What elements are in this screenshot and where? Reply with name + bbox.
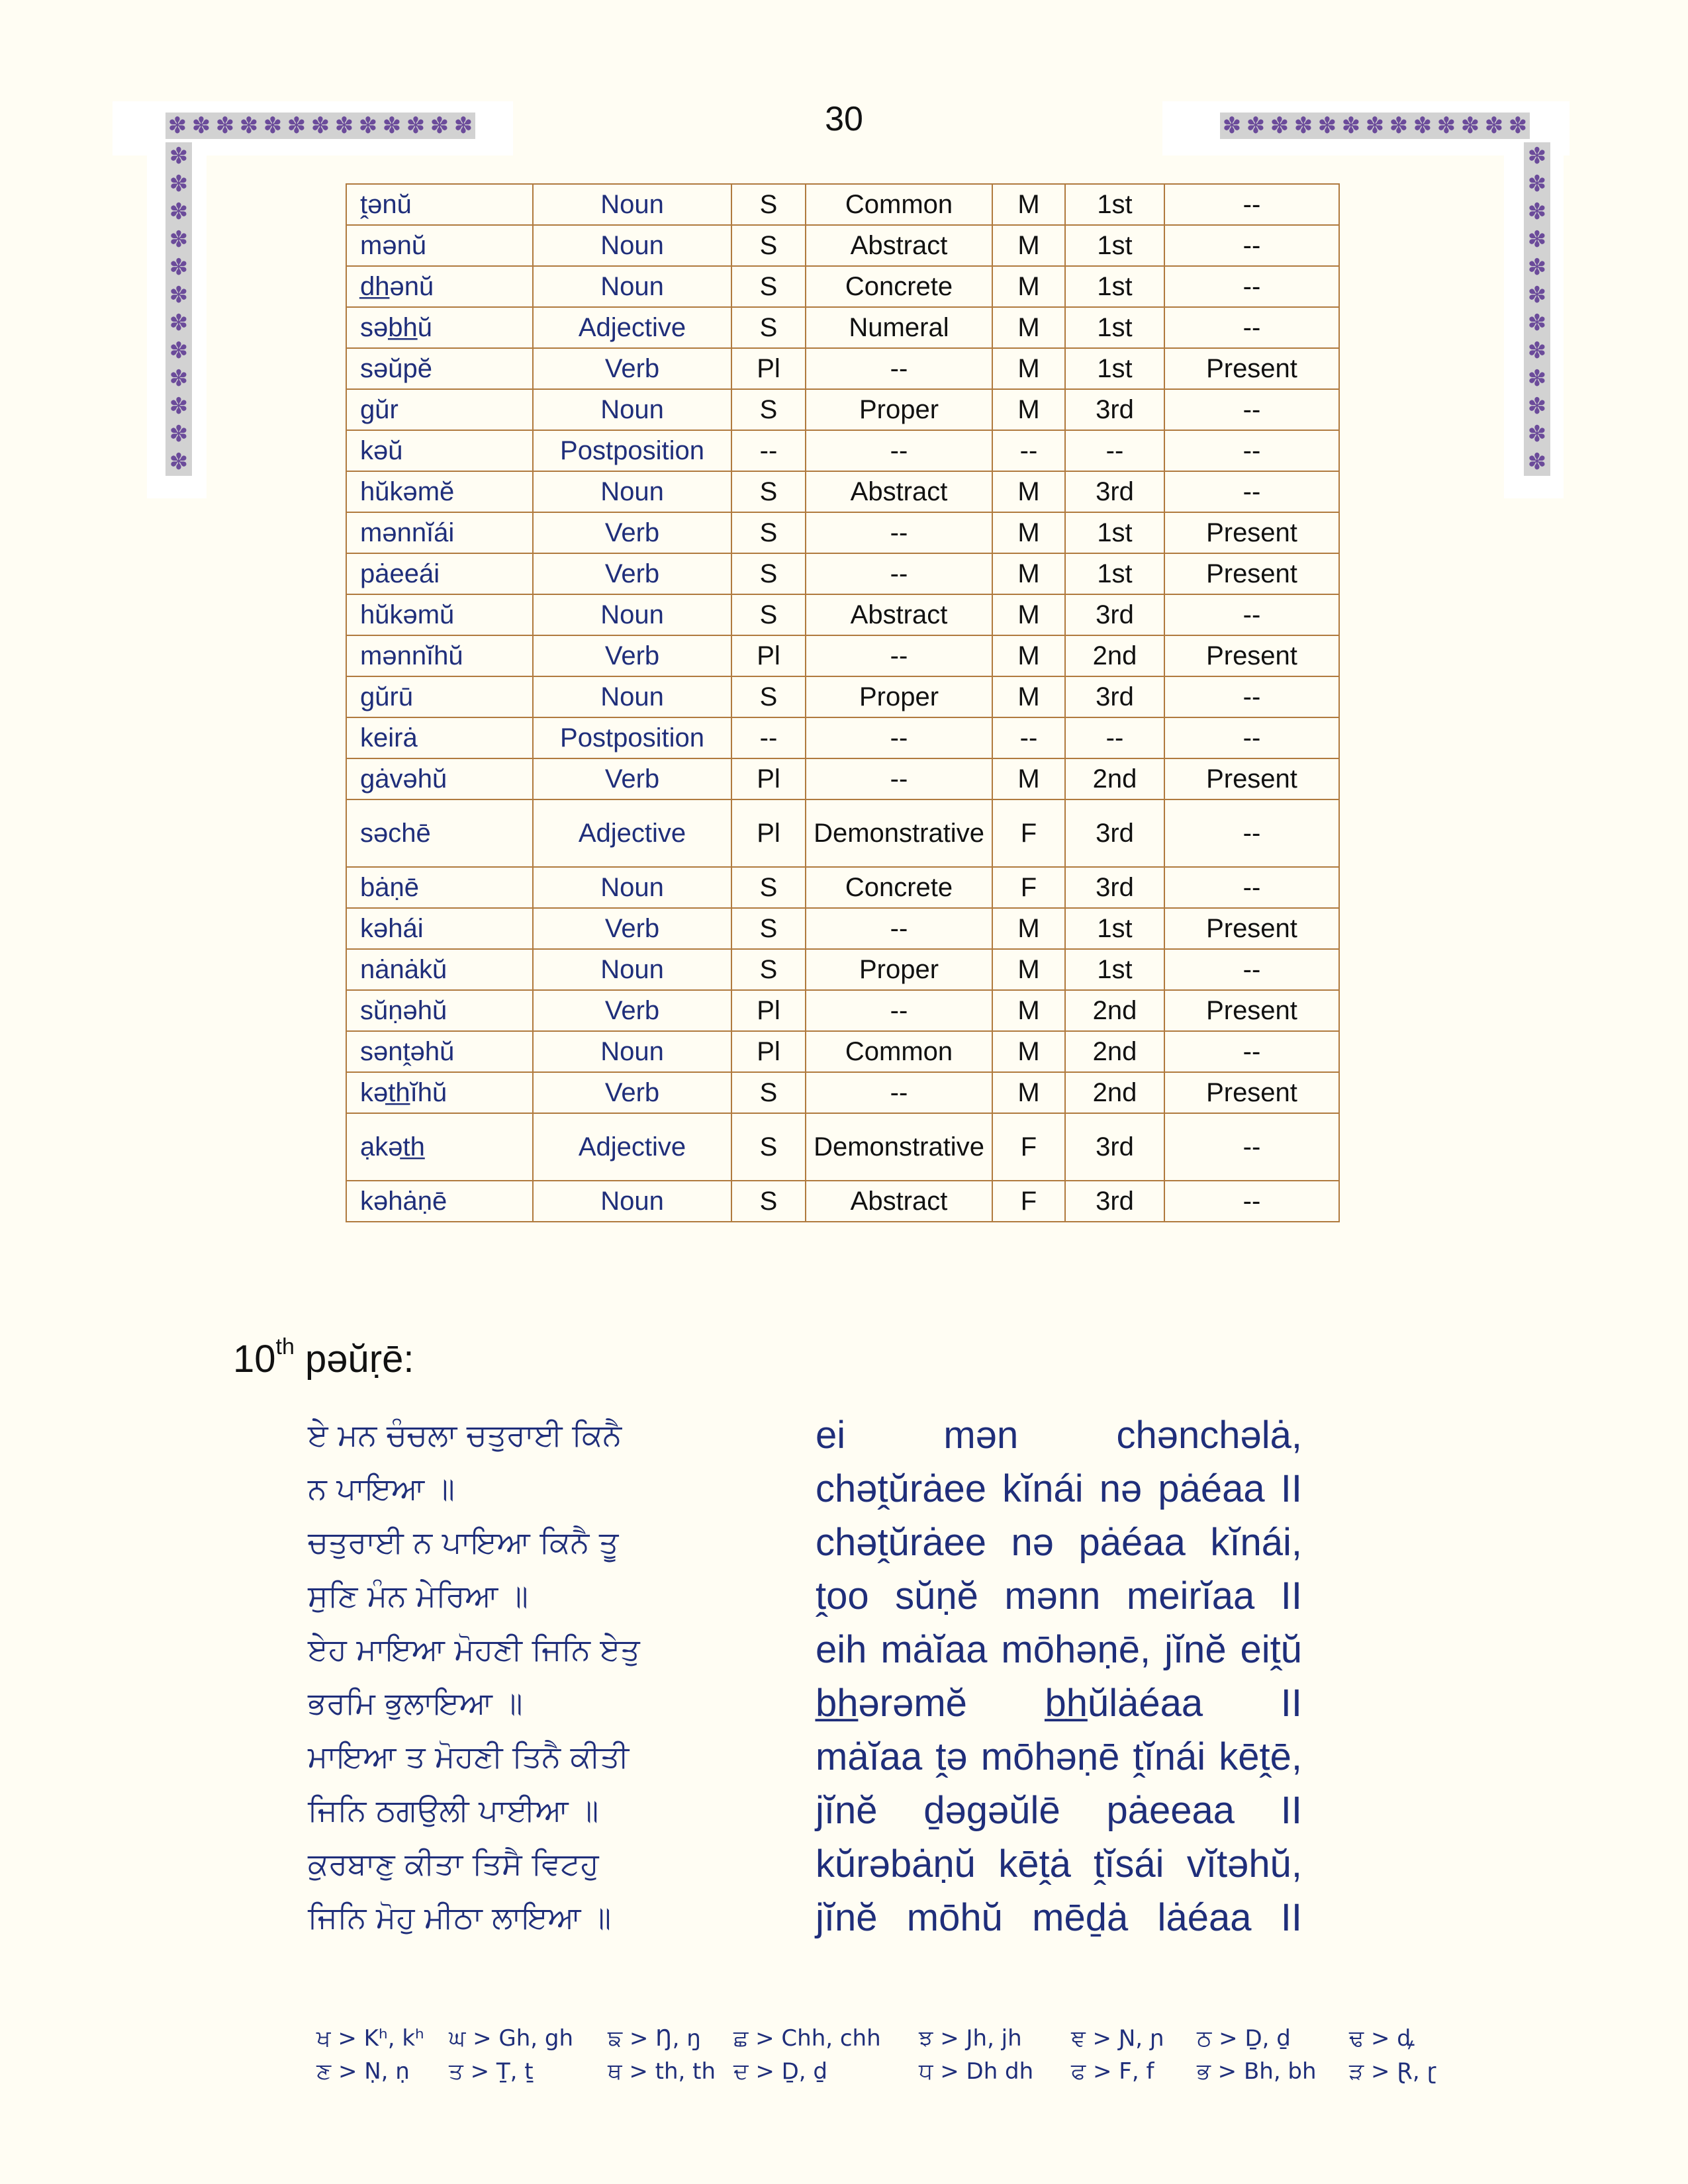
person-cell: 2nd (1065, 1031, 1164, 1072)
section-number: 10 (233, 1338, 276, 1381)
person-cell: 3rd (1065, 389, 1164, 430)
flower-icon: ✽ (1527, 421, 1547, 447)
word-cell: mənnĭhŭ (346, 635, 533, 676)
flower-icon: ✽ (358, 113, 378, 139)
part-of-speech-cell: Verb (533, 990, 731, 1031)
person-cell: 2nd (1065, 635, 1164, 676)
type-cell: -- (806, 635, 992, 676)
type-cell: Common (806, 1031, 992, 1072)
gender-cell: M (992, 225, 1065, 266)
type-cell: Abstract (806, 225, 992, 266)
table-row (346, 430, 1339, 471)
flower-icon: ✽ (169, 171, 189, 197)
flower-icon: ✽ (1341, 113, 1361, 139)
type-cell: Abstract (806, 1181, 992, 1222)
part-of-speech-cell: Noun (533, 184, 731, 225)
number-cell: Pl (731, 348, 806, 389)
flower-icon: ✽ (1527, 393, 1547, 420)
part-of-speech-cell: Noun (533, 949, 731, 990)
number-cell: S (731, 867, 806, 908)
gender-cell: -- (992, 717, 1065, 758)
gender-cell: M (992, 471, 1065, 512)
transliteration-line: chəṱŭrȧee nə pȧéaa kĭnái, (816, 1521, 1302, 1564)
table-row (346, 266, 1339, 307)
transliteration-verse (816, 1408, 1302, 1944)
table-row (346, 594, 1339, 635)
table-row (346, 990, 1339, 1031)
type-cell: Demonstrative (806, 799, 992, 867)
gender-cell: M (992, 635, 1065, 676)
person-cell: 3rd (1065, 676, 1164, 717)
tense-cell: Present (1164, 990, 1339, 1031)
type-cell: Numeral (806, 307, 992, 348)
part-of-speech-cell: Adjective (533, 307, 731, 348)
number-cell: Pl (731, 1031, 806, 1072)
type-cell: -- (806, 990, 992, 1031)
flower-icon: ✽ (1293, 113, 1313, 139)
tense-cell: -- (1164, 266, 1339, 307)
flower-icon: ✽ (1527, 338, 1547, 364)
table-row (346, 867, 1339, 908)
tense-cell: -- (1164, 225, 1339, 266)
gurmukhi-line: ਜਿਨਿ ਠਗਉਲੀ ਪਾਈਆ ॥ (308, 1792, 599, 1828)
flower-icon: ✽ (169, 365, 189, 392)
part-of-speech-cell: Noun (533, 1031, 731, 1072)
tense-cell: -- (1164, 430, 1339, 471)
number-cell: S (731, 512, 806, 553)
type-cell: -- (806, 908, 992, 949)
number-cell: S (731, 389, 806, 430)
gender-cell: F (992, 867, 1065, 908)
legend-entry: ਣ > Ṇ, ṇ (316, 2058, 410, 2085)
tense-cell: Present (1164, 908, 1339, 949)
word-cell: bȧṇē (346, 867, 533, 908)
tense-cell: Present (1164, 512, 1339, 553)
part-of-speech-cell: Postposition (533, 717, 731, 758)
left-ornament (165, 142, 192, 476)
number-cell: S (731, 908, 806, 949)
gender-cell: -- (992, 430, 1065, 471)
type-cell: -- (806, 758, 992, 799)
flower-icon: ✽ (215, 113, 235, 139)
part-of-speech-cell: Verb (533, 908, 731, 949)
part-of-speech-cell: Noun (533, 389, 731, 430)
person-cell: 3rd (1065, 1181, 1164, 1222)
gender-cell: M (992, 908, 1065, 949)
transliteration-line: jĭnĕ mōhŭ mēḏȧ lȧéaa II (816, 1896, 1302, 1939)
legend-entry: ਫ > F, f (1071, 2058, 1154, 2085)
flower-icon: ✽ (1527, 171, 1547, 197)
flower-icon: ✽ (1527, 254, 1547, 281)
gender-cell: M (992, 1031, 1065, 1072)
tense-cell: Present (1164, 553, 1339, 594)
flower-icon: ✽ (1484, 113, 1504, 139)
number-cell: -- (731, 430, 806, 471)
word-cell: kəŭ (346, 430, 533, 471)
flower-icon: ✽ (334, 113, 354, 139)
transliteration-line: eih mȧĭaa mōhəṇē, jĭnĕ eiṱŭ (816, 1628, 1302, 1671)
legend-entry: ਝ > Jh, jh (919, 2025, 1022, 2052)
person-cell: 1st (1065, 307, 1164, 348)
right-ornament (1524, 142, 1550, 476)
legend-entry: ਘ > Gh, gh (449, 2025, 574, 2052)
flower-icon: ✽ (1436, 113, 1456, 139)
gender-cell: M (992, 1072, 1065, 1113)
type-cell: Proper (806, 949, 992, 990)
gurmukhi-line: ਏਹ ਮਾਇਆ ਮੋਹਣੀ ਜਿਨਿ ਏਤੁ (308, 1631, 640, 1667)
flower-icon: ✽ (1527, 143, 1547, 169)
word-cell: pȧeeái (346, 553, 533, 594)
person-cell: 1st (1065, 266, 1164, 307)
legend-entry: ਠ > Ḏ, ḏ (1197, 2025, 1291, 2052)
number-cell: Pl (731, 799, 806, 867)
gurmukhi-line: ਏ ਮਨ ਚੰਚਲਾ ਚਤੁਰਾਈ ਕਿਨੈ (308, 1417, 622, 1453)
flower-icon: ✽ (1460, 113, 1480, 139)
flower-icon: ✽ (1413, 113, 1432, 139)
type-cell: Concrete (806, 867, 992, 908)
flower-icon: ✽ (169, 226, 189, 253)
word-cell: keirȧ (346, 717, 533, 758)
section-suffix: th (275, 1334, 295, 1359)
legend-entry: ਙ > Ŋ, ŋ (608, 2025, 701, 2052)
legend-row-1 (316, 2022, 1455, 2055)
number-cell: S (731, 1113, 806, 1181)
person-cell: 1st (1065, 949, 1164, 990)
table-row (346, 553, 1339, 594)
table-row (346, 225, 1339, 266)
word-cell: kət̲h̲ĭhŭ (346, 1072, 533, 1113)
word-cell: hŭkəmŭ (346, 594, 533, 635)
type-cell: Abstract (806, 471, 992, 512)
number-cell: S (731, 1181, 806, 1222)
table-row (346, 348, 1339, 389)
person-cell: 1st (1065, 553, 1164, 594)
gurmukhi-line: ਚਤੁਰਾਈ ਨ ਪਾਇਆ ਕਿਨੈ ਤੂ (308, 1524, 619, 1560)
gender-cell: M (992, 389, 1065, 430)
transliteration-line: chəṱŭrȧee kĭnái nə pȧéaa II (816, 1467, 1302, 1510)
person-cell: 1st (1065, 908, 1164, 949)
gurmukhi-verse (308, 1408, 692, 1944)
type-cell: -- (806, 1072, 992, 1113)
flower-icon: ✽ (1270, 113, 1289, 139)
person-cell: 3rd (1065, 799, 1164, 867)
part-of-speech-cell: Noun (533, 225, 731, 266)
word-cell: sənṱəhŭ (346, 1031, 533, 1072)
number-cell: S (731, 307, 806, 348)
tense-cell: -- (1164, 307, 1339, 348)
gender-cell: M (992, 307, 1065, 348)
part-of-speech-cell: Verb (533, 758, 731, 799)
gender-cell: F (992, 1113, 1065, 1181)
number-cell: S (731, 949, 806, 990)
flower-icon: ✽ (1317, 113, 1337, 139)
type-cell: Proper (806, 389, 992, 430)
flower-icon: ✽ (169, 143, 189, 169)
legend-entry: ਭ > Bh, bh (1197, 2058, 1317, 2085)
top-right-ornament (1220, 113, 1530, 139)
tense-cell: -- (1164, 1031, 1339, 1072)
table-row (346, 471, 1339, 512)
top-left-ornament (165, 113, 475, 139)
tense-cell: Present (1164, 635, 1339, 676)
tense-cell: -- (1164, 471, 1339, 512)
gender-cell: M (992, 758, 1065, 799)
gurmukhi-line: ਜਿਨਿ ਮੋਹੁ ਮੀਠਾ ਲਾਇਆ ॥ (308, 1899, 612, 1935)
number-cell: S (731, 676, 806, 717)
gurmukhi-line: ਨ ਪਾਇਆ ॥ (308, 1471, 455, 1506)
part-of-speech-cell: Verb (533, 635, 731, 676)
tense-cell: -- (1164, 949, 1339, 990)
person-cell: -- (1065, 717, 1164, 758)
person-cell: 3rd (1065, 1113, 1164, 1181)
gurmukhi-line: ਸੁਣਿ ਮੰਨ ਮੇਰਿਆ ॥ (308, 1578, 528, 1614)
legend-entry: ੜ > Ɽ, ɽ (1349, 2058, 1436, 2085)
word-cell: mənnĭái (346, 512, 533, 553)
gender-cell: M (992, 553, 1065, 594)
flower-icon: ✽ (1527, 226, 1547, 253)
part-of-speech-cell: Noun (533, 471, 731, 512)
number-cell: S (731, 266, 806, 307)
person-cell: 1st (1065, 512, 1164, 553)
type-cell: -- (806, 717, 992, 758)
table-row (346, 307, 1339, 348)
gender-cell: M (992, 184, 1065, 225)
legend-entry: ਖ > Kʰ, kʰ (316, 2025, 424, 2052)
person-cell: 2nd (1065, 758, 1164, 799)
person-cell: -- (1065, 430, 1164, 471)
flower-icon: ✽ (169, 310, 189, 336)
gender-cell: M (992, 512, 1065, 553)
gender-cell: F (992, 799, 1065, 867)
gender-cell: M (992, 594, 1065, 635)
gender-cell: M (992, 348, 1065, 389)
table-row (346, 908, 1339, 949)
table-row (346, 1181, 1339, 1222)
table-row (346, 717, 1339, 758)
tense-cell: -- (1164, 184, 1339, 225)
flower-icon: ✽ (406, 113, 426, 139)
type-cell: -- (806, 430, 992, 471)
word-cell: ṱənŭ (346, 184, 533, 225)
flower-icon: ✽ (453, 113, 473, 139)
legend-entry: ਥ > th, th (608, 2058, 716, 2085)
type-cell: -- (806, 512, 992, 553)
gender-cell: M (992, 949, 1065, 990)
part-of-speech-cell: Verb (533, 1072, 731, 1113)
tense-cell: -- (1164, 676, 1339, 717)
tense-cell: -- (1164, 867, 1339, 908)
transliteration-line: ṱoo sŭṇĕ mənn meirĭaa II (816, 1574, 1302, 1617)
legend-entry: ਧ > Dh dh (919, 2058, 1034, 2085)
type-cell: Concrete (806, 266, 992, 307)
word-cell: mənŭ (346, 225, 533, 266)
word-cell: gŭr (346, 389, 533, 430)
gurmukhi-line: ਕੁਰਬਾਣੁ ਕੀਤਾ ਤਿਸੈ ਵਿਟਹੁ (308, 1846, 599, 1882)
person-cell: 2nd (1065, 990, 1164, 1031)
table-row (346, 676, 1339, 717)
flower-icon: ✽ (169, 282, 189, 308)
flower-icon: ✽ (169, 338, 189, 364)
word-cell: səchē (346, 799, 533, 867)
section-title: pəŭṛē: (305, 1338, 414, 1381)
flower-icon: ✽ (382, 113, 402, 139)
legend-entry: ਞ > Ɲ, ɲ (1071, 2025, 1164, 2052)
part-of-speech-cell: Verb (533, 553, 731, 594)
number-cell: S (731, 594, 806, 635)
person-cell: 2nd (1065, 1072, 1164, 1113)
page-number: 30 (825, 100, 863, 138)
number-cell: Pl (731, 635, 806, 676)
number-cell: S (731, 1072, 806, 1113)
part-of-speech-cell: Noun (533, 1181, 731, 1222)
word-cell: hŭkəmĕ (346, 471, 533, 512)
table-row (346, 758, 1339, 799)
tense-cell: Present (1164, 758, 1339, 799)
flower-icon: ✽ (169, 199, 189, 225)
table-row (346, 1072, 1339, 1113)
table-row (346, 949, 1339, 990)
flower-icon: ✽ (1527, 365, 1547, 392)
number-cell: S (731, 225, 806, 266)
gender-cell: M (992, 266, 1065, 307)
table-row (346, 512, 1339, 553)
word-cell: kəhái (346, 908, 533, 949)
part-of-speech-cell: Adjective (533, 799, 731, 867)
word-cell: ạkət̲h̲ (346, 1113, 533, 1181)
table-row (346, 1113, 1339, 1181)
flower-icon: ✽ (169, 421, 189, 447)
gender-cell: M (992, 990, 1065, 1031)
tense-cell: Present (1164, 1072, 1339, 1113)
flower-icon: ✽ (1246, 113, 1266, 139)
table-row (346, 635, 1339, 676)
flower-icon: ✽ (1527, 282, 1547, 308)
person-cell: 1st (1065, 225, 1164, 266)
flower-icon: ✽ (169, 254, 189, 281)
number-cell: Pl (731, 758, 806, 799)
part-of-speech-cell: Postposition (533, 430, 731, 471)
tense-cell: -- (1164, 799, 1339, 867)
person-cell: 3rd (1065, 867, 1164, 908)
gender-cell: M (992, 676, 1065, 717)
word-cell: d̲h̲ənŭ (346, 266, 533, 307)
gurmukhi-line: ਮਾਇਆ ਤ ਮੋਹਣੀ ਤਿਨੈ ਕੀਤੀ (308, 1739, 630, 1774)
tense-cell: -- (1164, 1113, 1339, 1181)
part-of-speech-cell: Verb (533, 512, 731, 553)
flower-icon: ✽ (263, 113, 283, 139)
flower-icon: ✽ (310, 113, 330, 139)
word-cell: səŭpĕ (346, 348, 533, 389)
flower-icon: ✽ (430, 113, 449, 139)
legend-entry: ਦ > Ḏ, ḏ (733, 2058, 827, 2085)
flower-icon: ✽ (1527, 449, 1547, 475)
word-cell: gȧvəhŭ (346, 758, 533, 799)
table-row (346, 1031, 1339, 1072)
tense-cell: Present (1164, 348, 1339, 389)
flower-icon: ✽ (1527, 310, 1547, 336)
section-heading (233, 1334, 414, 1381)
flower-icon: ✽ (169, 393, 189, 420)
flower-icon: ✽ (1365, 113, 1385, 139)
type-cell: Common (806, 184, 992, 225)
word-cell: kəhȧṇē (346, 1181, 533, 1222)
word-analysis-table (346, 183, 1340, 1222)
transliteration-legend (316, 2022, 1455, 2088)
transliteration-line: jĭnĕ ḏəgəŭlē pȧeeaa II (816, 1789, 1302, 1832)
type-cell: Proper (806, 676, 992, 717)
legend-entry: ਛ > Chh, chh (733, 2025, 881, 2052)
flower-icon: ✽ (191, 113, 211, 139)
gurmukhi-line: ਭਰਮਿ ਭੁਲਾਇਆ ॥ (308, 1685, 523, 1721)
tense-cell: -- (1164, 717, 1339, 758)
table-row (346, 184, 1339, 225)
table-row (346, 389, 1339, 430)
legend-entry: ਤ > Ṯ, ṯ (449, 2058, 534, 2085)
transliteration-line: ei mən chənchəlȧ, (816, 1414, 1302, 1457)
word-cell: gŭrū (346, 676, 533, 717)
part-of-speech-cell: Noun (533, 867, 731, 908)
part-of-speech-cell: Verb (533, 348, 731, 389)
flower-icon: ✽ (1508, 113, 1528, 139)
part-of-speech-cell: Noun (533, 676, 731, 717)
tense-cell: -- (1164, 1181, 1339, 1222)
flower-icon: ✽ (239, 113, 259, 139)
type-cell: Demonstrative (806, 1113, 992, 1181)
person-cell: 3rd (1065, 594, 1164, 635)
word-cell: sŭṇəhŭ (346, 990, 533, 1031)
person-cell: 1st (1065, 348, 1164, 389)
type-cell: Abstract (806, 594, 992, 635)
word-cell: nȧnȧkŭ (346, 949, 533, 990)
type-cell: -- (806, 553, 992, 594)
part-of-speech-cell: Adjective (533, 1113, 731, 1181)
gender-cell: F (992, 1181, 1065, 1222)
tense-cell: -- (1164, 389, 1339, 430)
person-cell: 1st (1065, 184, 1164, 225)
number-cell: S (731, 553, 806, 594)
legend-entry: ਢ > ꝱ (1349, 2025, 1415, 2052)
flower-icon: ✽ (1389, 113, 1409, 139)
type-cell: -- (806, 348, 992, 389)
transliteration-line: kŭrəbȧṇŭ kēṱȧ ṱĭsái vĭtəhŭ, (816, 1843, 1302, 1886)
flower-icon: ✽ (287, 113, 306, 139)
table-row (346, 799, 1339, 867)
flower-icon: ✽ (1222, 113, 1242, 139)
person-cell: 3rd (1065, 471, 1164, 512)
legend-row-2 (316, 2055, 1455, 2088)
number-cell: Pl (731, 990, 806, 1031)
part-of-speech-cell: Noun (533, 266, 731, 307)
tense-cell: -- (1164, 594, 1339, 635)
part-of-speech-cell: Noun (533, 594, 731, 635)
number-cell: S (731, 184, 806, 225)
flower-icon: ✽ (169, 449, 189, 475)
flower-icon: ✽ (1527, 199, 1547, 225)
number-cell: -- (731, 717, 806, 758)
transliteration-line: b̲h̲ərəmĕ b̲h̲ŭlȧéaa II (816, 1682, 1302, 1725)
word-cell: səb̲h̲ŭ (346, 307, 533, 348)
number-cell: S (731, 471, 806, 512)
transliteration-line: mȧĭaa ṱə mōhəṇē ṱĭnái kēṱē, (816, 1735, 1302, 1778)
flower-icon: ✽ (167, 113, 187, 139)
